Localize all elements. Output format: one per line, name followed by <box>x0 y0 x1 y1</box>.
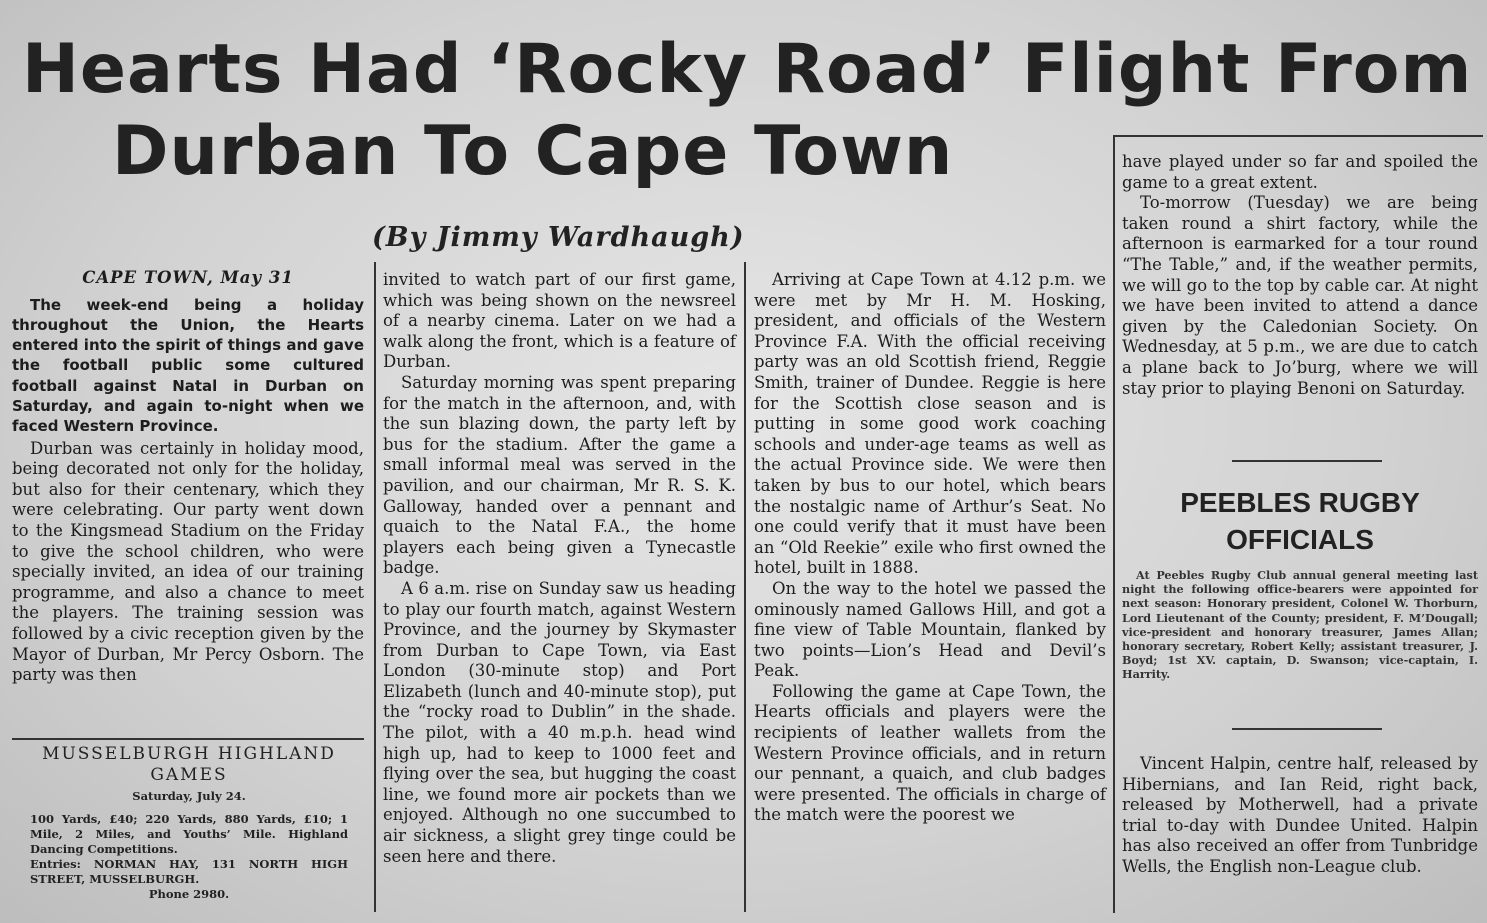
advert-title: MUSSELBURGH HIGHLAND GAMES <box>42 744 336 785</box>
headline-line-1: Hearts Had ‘Rocky Road’ Flight From <box>22 30 1473 109</box>
byline: (By Jimmy Wardhaugh) <box>372 222 745 253</box>
peebles-heading: PEEBLES RUGBY OFFICIALS <box>1180 487 1420 555</box>
article-column-3 <box>754 270 1106 826</box>
article-paragraph: Durban was certainly in holiday mood, being decorated not only for the holiday, but also for their centenary, which they were celebrating. Our party went down to the Kingsmead Stadium on the Friday to give the school children, who were specially invited, an idea of our training programme, and also a chance to meet the players. The training session was followed by a civic reception given by the Mayor of Durban, Mr Percy Osborn. The party was then <box>12 438 364 685</box>
advert-date: Saturday, July 24. <box>132 789 246 803</box>
article-paragraph: Saturday morning was spent preparing for the match in the afternoon, and, with the sun blazing down, the party left by bus for the stadium. After the game a small informal meal was served in the pavilion, and our chairman, Mr R. S. K. Galloway, handed over a pennant and quaich to the Natal F.A., the home players each being given a Tynecastle badge. <box>383 372 736 578</box>
headline-side-rule <box>1113 135 1483 137</box>
advert-details: 100 Yards, £40; 220 Yards, 880 Yards, £10; 1 Mile, 2 Miles, and Youths’ Mile. Highland Dancing Competitions. <box>30 812 348 856</box>
article-paragraph: Following the game at Cape Town, the Hearts officials and players were the recipients of leather wallets from the Western Province officials, and in return our pennant, a quaich, and club badges were presented. The officials in charge of the match were the poorest we <box>754 681 1106 825</box>
peebles-paragraph: At Peebles Rugby Club annual general meeting last night the following office-bearers were appointed for next season: Honorary president, Colonel W. Thorburn, Lord Lieutenant of the County; president, F. M’Dougall; vice-president and honorary treasurer, James Allan; honorary secretary, Robert Kelly; assistant treasurer, J. Boyd; 1st XV. captain, D. Swanson; vice-captain, I. Harrity. <box>1122 568 1478 682</box>
advert-rule <box>12 738 364 740</box>
column-rule-2 <box>744 262 746 912</box>
musselburgh-advert <box>30 744 348 902</box>
article-column-4 <box>1122 152 1478 399</box>
article-lead <box>12 295 364 437</box>
column-rule-3 <box>1113 135 1115 913</box>
column-rule-1 <box>374 262 376 912</box>
article-column-2 <box>383 270 736 867</box>
advert-phone: Phone 2980. <box>148 887 230 901</box>
advert-contact: Entries: NORMAN HAY, 131 NORTH HIGH STREET, MUSSELBURGH. <box>30 857 348 886</box>
article-paragraph: invited to watch part of our first game, which was being shown on the newsreel of a nearby cinema. Later on we had a walk along the front, which is a feature of Durban. <box>383 270 736 372</box>
section-rule <box>1232 460 1382 462</box>
article-paragraph: A 6 a.m. rise on Sunday saw us heading to play our fourth match, against Western Province, and the journey by Skymaster from Durban to Cape Town, via East London (30-minute stop) and Port Elizabeth (lunch and 40-minute stop), put the “rocky road to Dublin” in the shade. The pilot, with a 40 m.p.h. head wind high up, had to keep to 1000 feet and flying over the sea, but hugging the coast line, we found more air pockets than we enjoyed. Although no one succumbed to air sickness, a slight grey tinge could be seen here and there. <box>383 578 736 866</box>
article-paragraph: Arriving at Cape Town at 4.12 p.m. we were met by Mr H. M. Hosking, president, and officials of the Western Province F.A. With the official receiving party was an old Scottish friend, Reggie Smith, trainer of Dundee. Reggie is here for the Scottish close season and is putting in some good work coaching schools and under-age teams as well as the actual Province side. We were then taken by bus to our hotel, which bears the nostalgic name of Arthur’s Seat. No one could verify that it must have been an “Old Reekie” exile who first owned the hotel, built in 1888. <box>754 270 1106 578</box>
article-paragraph: have played under so far and spoiled the game to a great extent. <box>1122 152 1478 192</box>
article-column-1 <box>12 268 364 686</box>
article-paragraph: To-morrow (Tuesday) we are being taken round a shirt factory, while the afternoon is earmarked for a tour round “The Table,” and, if the weather permits, we will go to the top by cable car. At night we have been invited to attend a dance given by the Caledonian Society. On Wednesday, at 5 p.m., we are due to catch a plane back to Jo’burg, where we will stay prior to playing Benoni on Saturday. <box>1122 193 1478 398</box>
halpin-item <box>1122 754 1478 878</box>
dateline: CAPE TOWN, May 31 <box>82 268 294 287</box>
halpin-paragraph: Vincent Halpin, centre half, released by Hibernians, and Ian Reid, right back, released by Motherwell, had a private trial to-day with Dundee United. Halpin has also received an offer from Tunbridge Wells, the English non-League club. <box>1122 754 1478 876</box>
article-paragraph: On the way to the hotel we passed the ominously named Gallows Hill, and got a fine view of Table Mountain, flanked by two points—Lion’s Head and Devil’s Peak. <box>754 578 1106 681</box>
headline-line-2: Durban To Cape Town <box>112 112 954 191</box>
article-lead-text: The week-end being a holiday throughout the Union, the Hearts entered into the spirit of things and gave the football public some cultured football against Natal in Durban on Saturday, and again to-night when we faced Western Province. <box>12 295 364 436</box>
peebles-body <box>1122 568 1478 682</box>
section-rule <box>1232 728 1382 730</box>
